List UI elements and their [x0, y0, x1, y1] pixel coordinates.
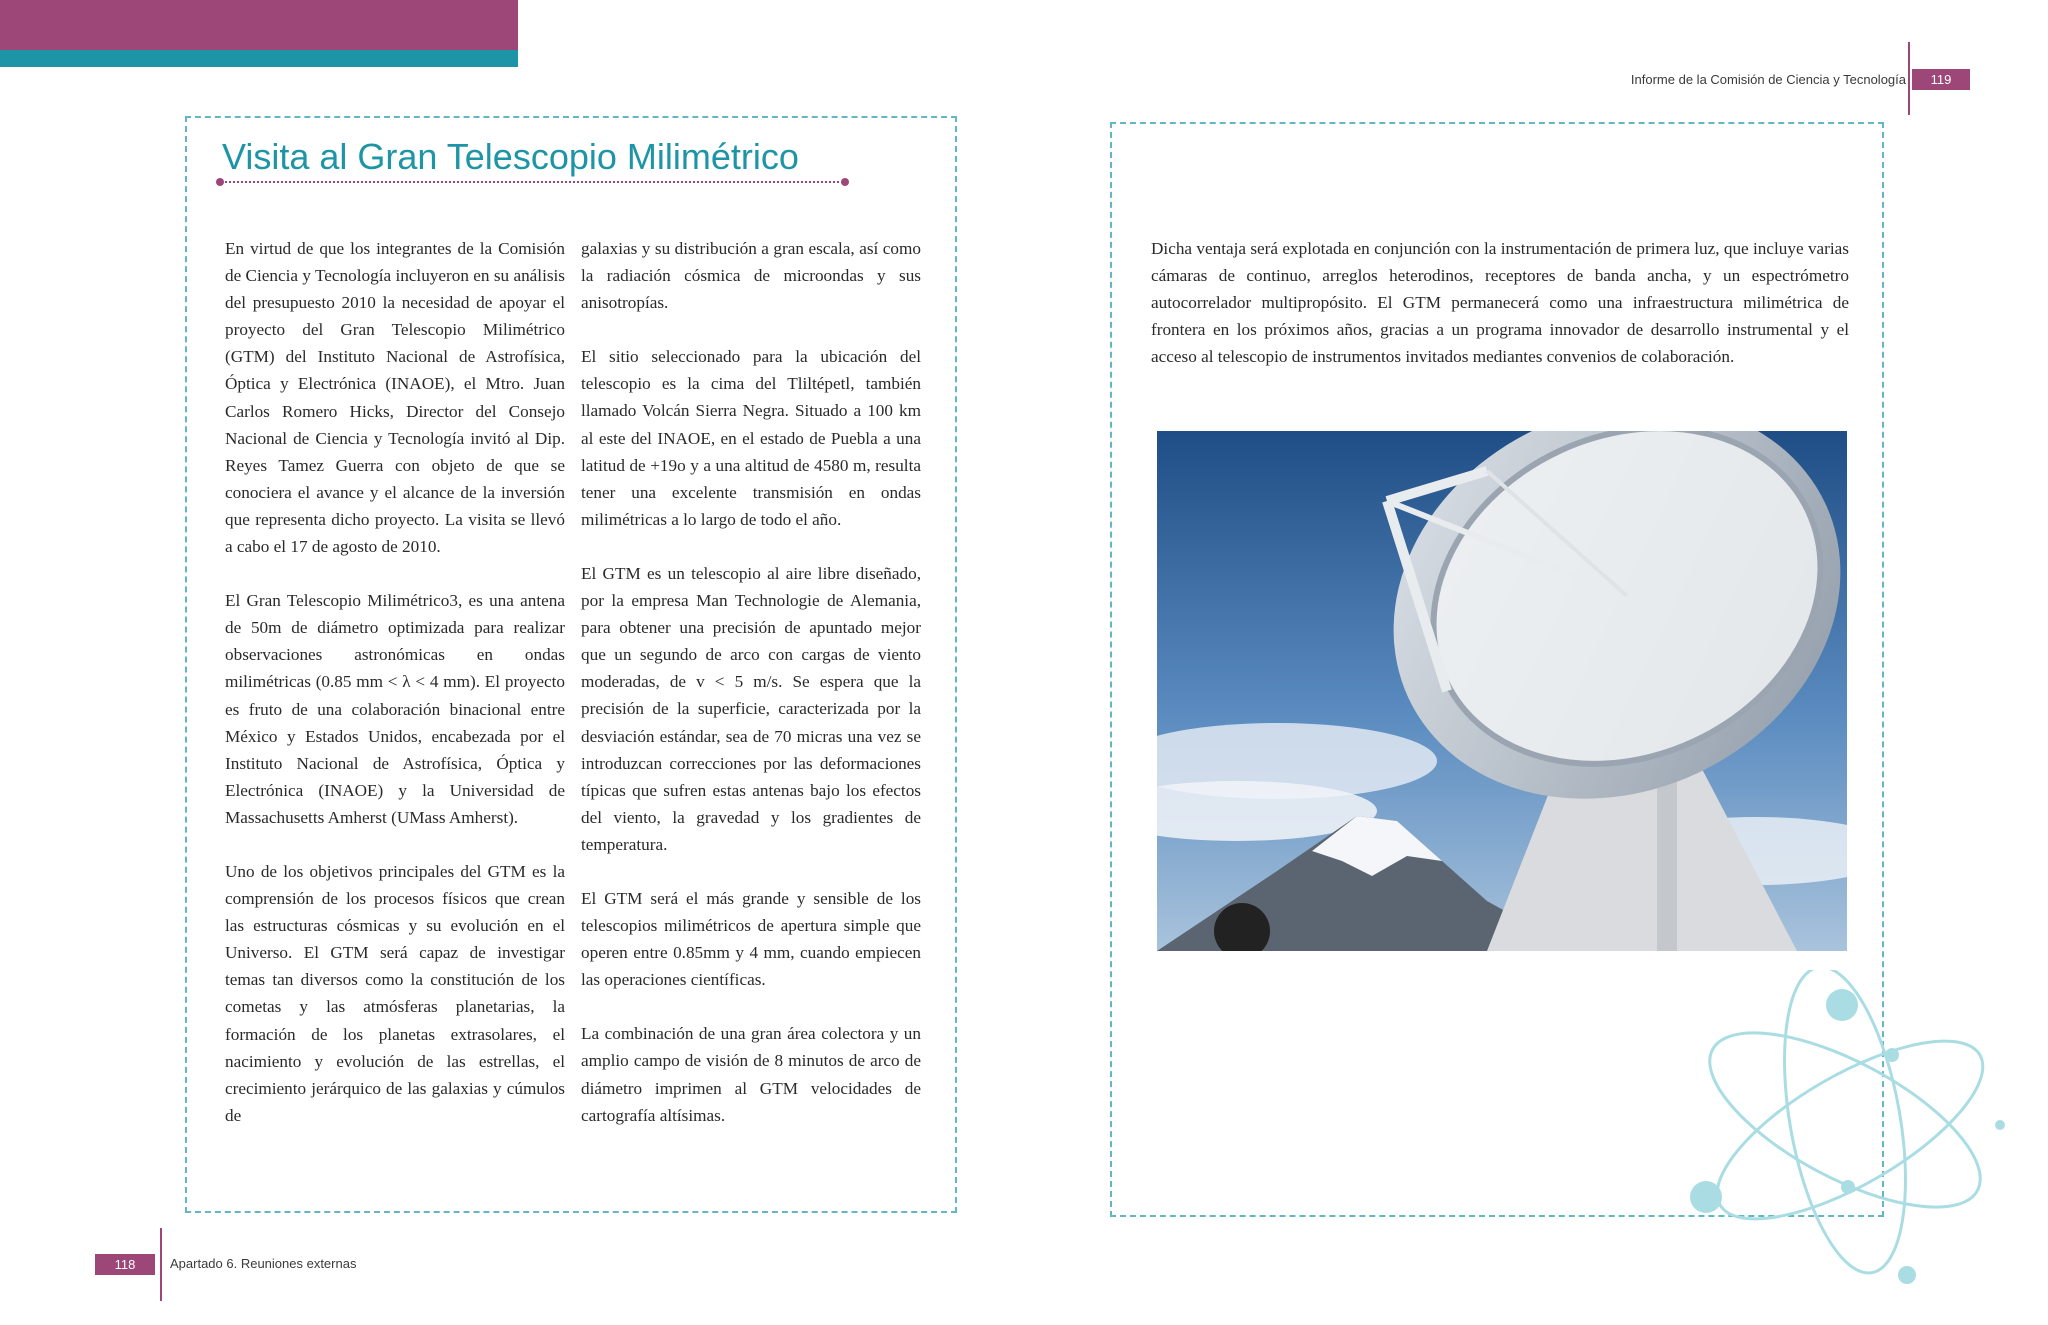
telescope-illustration: [1157, 431, 1847, 951]
running-header: [1631, 72, 1906, 87]
page-number-right: 119: [1912, 69, 1970, 90]
paragraph: La combinación de una gran área colectora y un amplio campo de visión de 8 minutos de arco de diámetro imprimen al GTM velocidades de cartografía altísimas.: [581, 1024, 921, 1125]
paragraph: El Gran Telescopio Milimétrico3, es una antena de 50m de diámetro optimizada para realizar observaciones astronómicas en ondas milimétricas (0.85 mm < λ < 4 mm). El proyecto es fruto de una colaboración binacional entre México y Estados Unidos, encabezada por el Instituto Nacional de Astrofísica, Óptica y Electrónica (INAOE) y la Universidad de Massachusetts Amherst (UMass Amherst).: [225, 591, 565, 827]
paragraph: En virtud de que los integrantes de la Comisión de Ciencia y Tecnología incluyeron en su análisis del presupuesto 2010 la necesidad de apoyar el proyecto del Gran Telescopio Milimétrico (GTM) del Instituto Nacional de Astrofísica, Óptica y Electrónica (INAOE), el Mtro. Juan Carlos Romero Hicks, Director del Consejo Nacional de Ciencia y Tecnología invitó al Dip. Reyes Tamez Guerra con objeto de que se conociera el avance y el alcance de la inversión que representa dicho proyecto. La visita se llevó a cabo el 17 de agosto de 2010.: [225, 239, 565, 557]
page-number-left: 118: [95, 1254, 155, 1275]
top-teal-bar: [0, 50, 518, 67]
article-title: Visita al Gran Telescopio Milimétrico: [222, 136, 799, 177]
top-purple-bar: [0, 0, 518, 50]
report-title: Informe de la Comisión de Ciencia y Tecnología: [1630, 72, 1906, 87]
paragraph: El GTM será el más grande y sensible de los telescopios milimétricos de apertura simple que operen entre 0.85mm y 4 mm, cuando empiecen las operaciones científicas.: [581, 888, 921, 990]
paragraph: galaxias y su distribución a gran escala, así como la radiación cósmica de microondas y sus anisotropías.: [581, 239, 921, 313]
paragraph: Uno de los objetivos principales del GTM es la comprensión de los procesos físicos que crean las estructuras cósmicas y su evolución en el Universo. El GTM será capaz de investigar temas tan diversos como la constitución de los cometas y las atmósferas planetarias, la formación de los planetas extrasolares, el nacimiento y evolución de las estrellas, el crecimiento jerárquico de las galaxias y cúmulos de: [225, 861, 565, 1125]
telescope-photo: [1157, 431, 1847, 951]
title-underline: [218, 181, 846, 183]
title-rule-dot-right: [841, 178, 849, 186]
paragraph: El GTM es un telescopio al aire libre diseñado, por la empresa Man Technologie de Alemania, para obtener una precisión de apuntado mejor que un segundo de arco con cargas de viento moderadas, de v < 5 m/s. Se espera que la precisión de la superficie, caracterizada por la desviación estándar, sea de 70 micras una vez se introduzcan correcciones por las deformaciones típicas que sufren estas antenas bajo los efectos del viento, la gravedad y los gradientes de temperatura.: [581, 563, 921, 854]
paragraph: El sitio seleccionado para la ubicación del telescopio es la cima del Tliltépetl, también llamado Volcán Sierra Negra. Situado a 100 km al este del INAOE, en el estado de Puebla a una latitud de +19o y a una altitud de 4580 m, resulta tener una excelente transmisión en ondas milimétricas a lo largo de todo el año.: [581, 347, 921, 529]
paragraph: Dicha ventaja será explotada en conjunción con la instrumentación de primera luz, que incluye varias cámaras de continuo, arreglos heterodinos, receptores de banda ancha, y un espectrómetro autocorrelador multipropósito. El GTM permanecerá como una infraestructura milimétrica de frontera en los próximos años, gracias a un programa innovador de desarrollo instrumental y el acceso al telescopio de instrumentos invitados mediantes convenios de colaboración.: [1151, 239, 1849, 367]
atom-decoration-icon: [1680, 970, 2020, 1300]
footer-section-title: Apartado 6. Reuniones externas: [170, 1256, 357, 1271]
footer-vertical-rule: [160, 1228, 162, 1301]
text-column-1: [225, 235, 565, 1156]
text-column-2: [581, 235, 921, 1156]
title-rule-dot-left: [216, 178, 224, 186]
text-column-3: [1151, 235, 1849, 397]
header-vertical-rule: [1908, 42, 1910, 115]
